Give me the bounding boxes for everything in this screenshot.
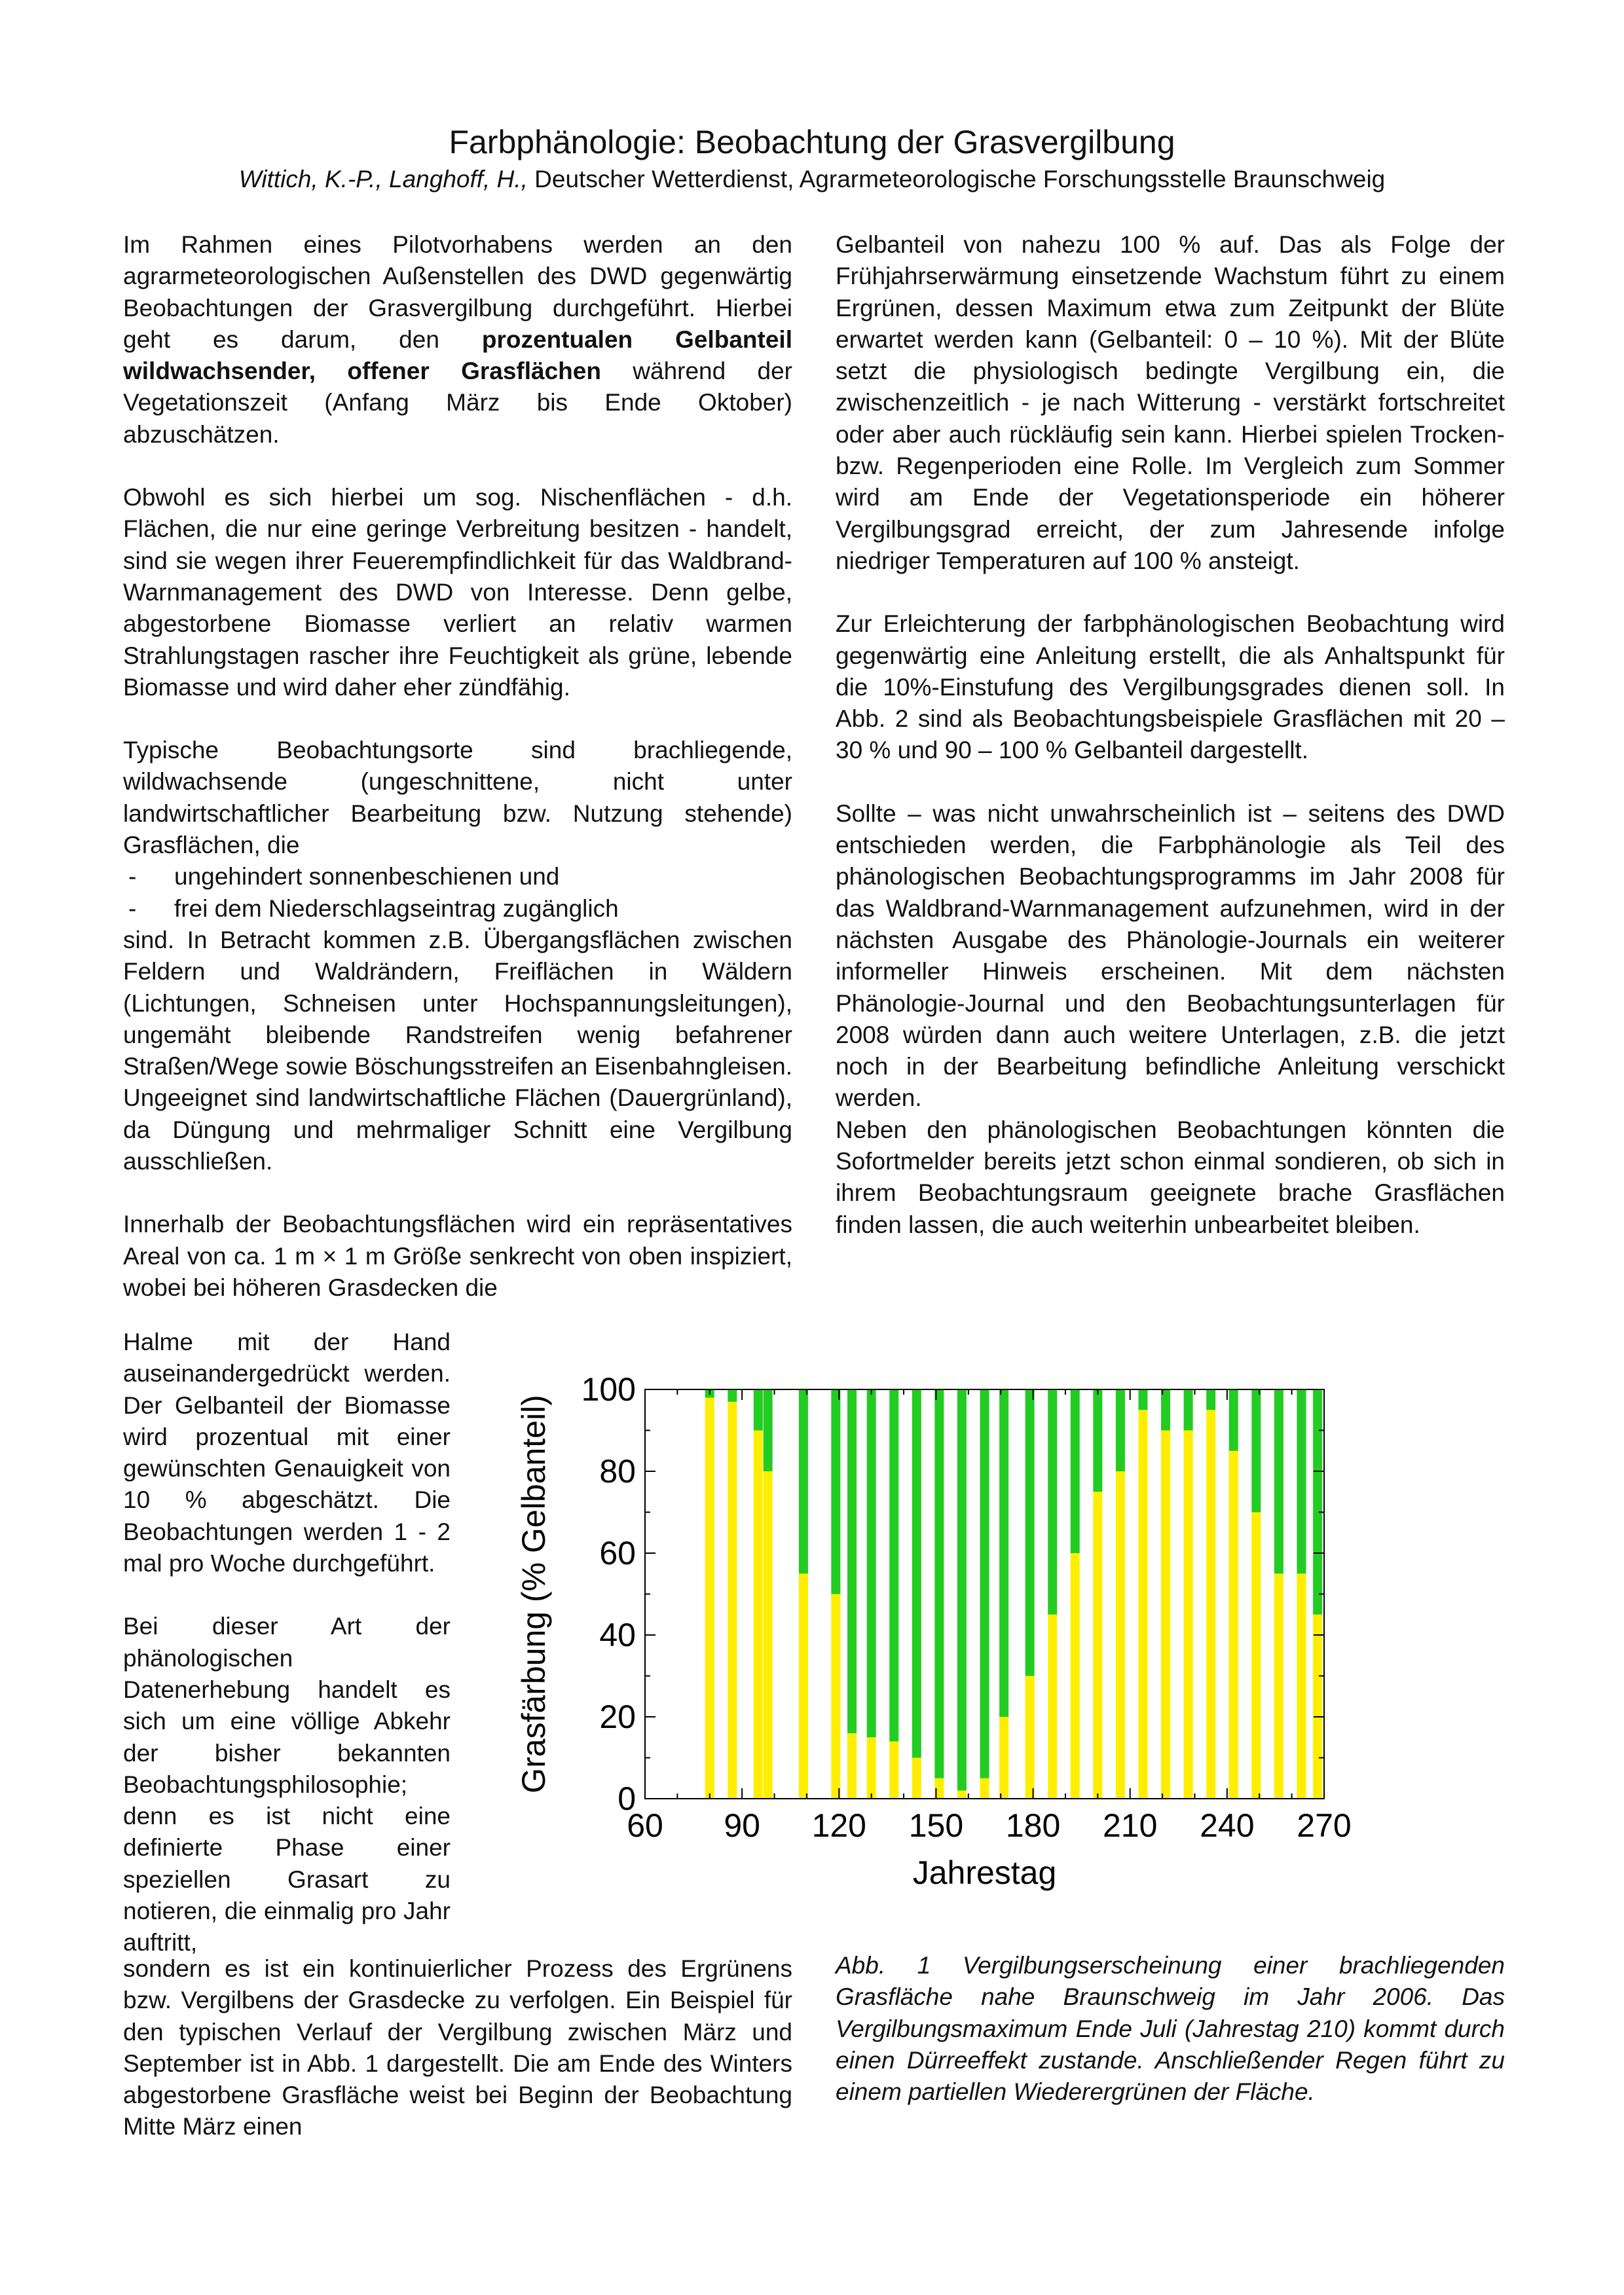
x-axis-label: Jahrestag <box>912 1854 1057 1891</box>
bar-yellow <box>1048 1615 1057 1799</box>
y-tick-label: 60 <box>599 1535 636 1571</box>
paragraph-prozess: sondern es ist ein kontinuierlicher Prozess des Ergrünens bzw. Vergilbens der Grasdecke zu verfolgen. Ein Beispiel für den typischen Verlauf der Vergilbung zwischen März und September ist in Abb. 1 dargestellt. Die am Ende des Winters abgestorbene Grasfläche weist bei Beginn der Beobachtung Mitte März einen <box>123 1955 792 2140</box>
bar-green <box>999 1389 1008 1717</box>
right-column <box>836 229 1505 1241</box>
chart-bars <box>705 1389 1322 1799</box>
intro-text-a: Im Rahmen eines Pilotvorhabens werden an den agrarmeteorologischen Außenstellen des DWD gegenwärtig Beobachtungen der Grasvergilbung durchgeführt. Hierbei geht es darum, den <box>123 231 792 353</box>
dash-marker: - <box>128 894 137 922</box>
y-axis-label: Grasfärbung (% Gelbanteil) <box>515 1395 552 1793</box>
affiliation: Deutscher Wetterdienst, Agrarmeteorologische Forschungsstelle Braunschweig <box>527 166 1386 193</box>
bar-green <box>1313 1389 1322 1615</box>
x-tick-label: 90 <box>724 1807 760 1844</box>
x-tick-label: 270 <box>1297 1807 1352 1844</box>
figure-caption: Abb. 1 Vergilbungserscheinung einer brachliegenden Grasfläche nahe Braunschweig im Jahr 2006. Das Vergilbungsmaximum Ende Juli (Jahrestag 210) kommt durch einen Dürreeffekt zustande. Anschließender Regen führt zu einem partiellen Wiederergrünen der Fläche. <box>836 1952 1505 2106</box>
bar-yellow <box>1297 1573 1306 1799</box>
bar-green <box>867 1389 876 1737</box>
dash-text: frei dem Niederschlagseintrag zugänglich <box>174 894 619 922</box>
y-tick-label: 20 <box>599 1698 636 1735</box>
left-column-top <box>123 229 792 1304</box>
paragraph-orte-rest: sind. In Betracht kommen z.B. Übergangsflächen zwischen Feldern und Waldrändern, Freiflächen in Wäldern (Lichtungen, Schneisen unter Hochspannungsleitungen), ungemäht bleibende Randstreifen wenig befahrener Straßen/Wege sowie Böschungsstreifen an Eisenbahngleisen. Ungeeignet sind landwirtschaftliche Flächen (Dauergrünland), da Düngung und mehrmaliger Schnitt eine Vergilbung ausschließen. <box>123 926 792 1175</box>
bar-green <box>754 1389 763 1431</box>
bar-green <box>764 1389 773 1471</box>
paragraph-orte-intro: Typische Beobachtungsorte sind brachliegende, wildwachsende (ungeschnittene, nicht unter landwirtschaftlicher Bearbeitung bzw. Nutzung stehende) Grasflächen, die <box>123 737 792 859</box>
paragraph-areal-cont: Halme mit der Hand auseinandergedrückt werden. Der Gelbanteil der Biomasse wird prozentual mit einer gewünschten Genauigkeit von 10 % abgeschätzt. Die Beobachtungen werden 1 - 2 mal pro Woche durchgeführt. <box>123 1329 451 1577</box>
bar-yellow <box>799 1573 808 1799</box>
y-tick-label: 100 <box>581 1371 636 1408</box>
x-tick-label: 120 <box>811 1807 867 1844</box>
paragraph-sofortmelder: Neben den phänologischen Beobachtungen könnten die Sofortmelder bereits jetzt schon einmal sondieren, ob sich in ihrem Beobachtungsraum geeignete brache Grasflächen finden lassen, die auch weiterhin unbearbeitet bleiben. <box>836 1116 1505 1238</box>
bar-green <box>912 1389 921 1758</box>
bar-green <box>1161 1389 1170 1431</box>
bar-yellow <box>1206 1410 1215 1799</box>
dash-marker: - <box>128 863 137 890</box>
bar-green <box>1206 1389 1215 1410</box>
authors-names: Wittich, K.-P., Langhoff, H., <box>238 166 528 193</box>
x-tick-label: 180 <box>1005 1807 1061 1844</box>
bar-green <box>847 1389 857 1733</box>
bar-green <box>1274 1389 1283 1573</box>
bar-yellow <box>867 1737 876 1799</box>
bar-yellow <box>1313 1615 1322 1799</box>
paragraph-nischen: Obwohl es sich hierbei um sog. Nischenflächen - d.h. Flächen, die nur eine geringe Verbreitung besitzen - handelt, sind sie wegen ihrer Feuerempfindlichkeit für das Waldbrand-Warnmanagement des DWD von Interesse. Denn gelbe, abgestorbene Biomasse verliert an relativ warmen Strahlungstagen rascher ihre Feuchtigkeit als grüne, lebende Biomasse und wird daher eher zündfähig. <box>123 484 792 701</box>
bar-yellow <box>912 1758 921 1799</box>
bar-green <box>1184 1389 1193 1431</box>
bar-yellow <box>728 1402 737 1799</box>
bar-yellow <box>957 1791 967 1799</box>
paragraph-entscheidung: Sollte – was nicht unwahrscheinlich ist – seitens des DWD entschieden werden, die Farbphänologie als Teil des phänologischen Beobachtungsprogramms im Jahr 2008 für das Waldbrand-Warnmanagement aufzunehmen, wird in der nächsten Ausgabe des Phänologie-Journals ein weiterer informeller Hinweis erscheinen. Mit dem nächsten Phänologie-Journal und den Beobachtungsunterlagen für 2008 würden dann auch weitere Unterlagen, z.B. die jetzt noch in der Bearbeitung befindliche Anleitung verschickt werden. <box>836 799 1505 1112</box>
bar-yellow <box>1071 1553 1080 1799</box>
bar-yellow <box>1229 1451 1238 1799</box>
left-column-narrow <box>123 1327 451 1959</box>
bar-yellow <box>831 1594 840 1799</box>
x-tick-label: 60 <box>627 1807 663 1844</box>
paragraph-areal: Innerhalb der Beobachtungsflächen wird ein repräsentatives Areal von ca. 1 m × 1 m Größe senkrecht von oben inspiziert, wobei bei höheren Grasdecken die <box>123 1211 792 1301</box>
bar-green <box>1116 1389 1125 1471</box>
bar-yellow <box>1025 1676 1035 1799</box>
bar-yellow <box>1274 1573 1283 1799</box>
paragraph-philosophie: Bei dieser Art der phänologischen Datenerhebung handelt es sich um eine völlige Abkehr der bisher bekannten Beobachtungsphilosophie; denn es ist nicht eine definierte Phase einer speziellen Grasart zu notieren, die einmalig pro Jahr auftritt, <box>123 1613 451 1956</box>
bar-yellow <box>889 1742 898 1799</box>
bar-green <box>1025 1389 1035 1676</box>
paragraph-gelbanteil: Gelbanteil von nahezu 100 % auf. Das als Folge der Frühjahrserwärmung einsetzende Wachstum führt zu einem Ergrünen, dessen Maximum etwa zum Zeitpunkt der Blüte erwartet werden kann (Gelbanteil: 0 – 10 %). Mit der Blüte setzt die physiologisch bedingte Vergilbung ein, die zwischenzeitlich - je nach Witterung - verstärkt fortschreitet oder aber auch rückläufig sein kann. Hierbei spielen Trocken- bzw. Regenperioden eine Rolle. Im Vergleich zum Sommer wird am Ende der Vegetationsperiode ein höherer Vergilbungsgrad erreicht, der zum Jahresende infolge niedriger Temperaturen auf 100 % ansteigt. <box>836 231 1505 574</box>
bar-yellow <box>1093 1492 1102 1799</box>
bar-yellow <box>764 1471 773 1799</box>
bar-green <box>980 1389 989 1778</box>
intro-text-b: während der Vegetationszeit (Anfang März bis Ende Oktober) abzuschätzen. <box>123 358 792 448</box>
bar-green <box>1229 1389 1238 1451</box>
bar-green <box>1251 1389 1261 1513</box>
bar-green <box>1071 1389 1080 1553</box>
dash-item-1 <box>123 861 792 892</box>
bar-green <box>728 1389 737 1402</box>
bar-yellow <box>847 1733 857 1799</box>
x-tick-label: 210 <box>1102 1807 1158 1844</box>
paragraph-intro <box>123 229 792 450</box>
bar-yellow <box>1251 1513 1261 1799</box>
dash-text: ungehindert sonnenbeschienen und <box>174 863 560 890</box>
bar-yellow <box>1138 1410 1147 1799</box>
bar-green <box>934 1389 944 1778</box>
bar-yellow <box>705 1398 714 1799</box>
bar-yellow <box>1116 1471 1125 1799</box>
y-tick-label: 40 <box>599 1617 636 1653</box>
bar-green <box>1093 1389 1102 1492</box>
y-tick-label: 80 <box>599 1453 636 1490</box>
bar-yellow <box>754 1431 763 1799</box>
y-tick-label: 0 <box>618 1780 636 1817</box>
bar-yellow <box>999 1717 1008 1799</box>
x-tick-label: 240 <box>1200 1807 1255 1844</box>
bar-green <box>831 1389 840 1594</box>
yellowing-chart <box>498 1362 1506 1925</box>
paragraph-anleitung: Zur Erleichterung der farbphänologischen Beobachtung wird gegenwärtig eine Anleitung erstellt, die als Anhaltspunkt für die 10%-Einstufung des Vergilbungsgrades dienen soll. In Abb. 2 sind als Beobachtungsbeispiele Grasflächen mit 20 – 30 % und 90 – 100 % Gelbanteil dargestellt. <box>836 610 1505 764</box>
intro-bold-text: prozentualen Gelbanteil wildwachsender, offener Grasflächen <box>123 325 792 385</box>
bar-green <box>799 1389 808 1573</box>
page-title: Farbphänologie: Beobachtung der Grasvergilbung <box>449 124 1175 160</box>
left-column-bottom <box>123 1953 792 2143</box>
bar-green <box>889 1389 898 1742</box>
bar-green <box>1138 1389 1147 1410</box>
bar-green <box>1048 1389 1057 1615</box>
bar-green <box>1297 1389 1306 1573</box>
x-tick-label: 150 <box>908 1807 964 1844</box>
bar-yellow <box>1184 1431 1193 1799</box>
bar-yellow <box>980 1778 989 1799</box>
bar-yellow <box>1161 1431 1170 1799</box>
authors-line <box>0 164 1624 195</box>
dash-item-2 <box>123 893 792 925</box>
bar-green <box>957 1389 967 1791</box>
